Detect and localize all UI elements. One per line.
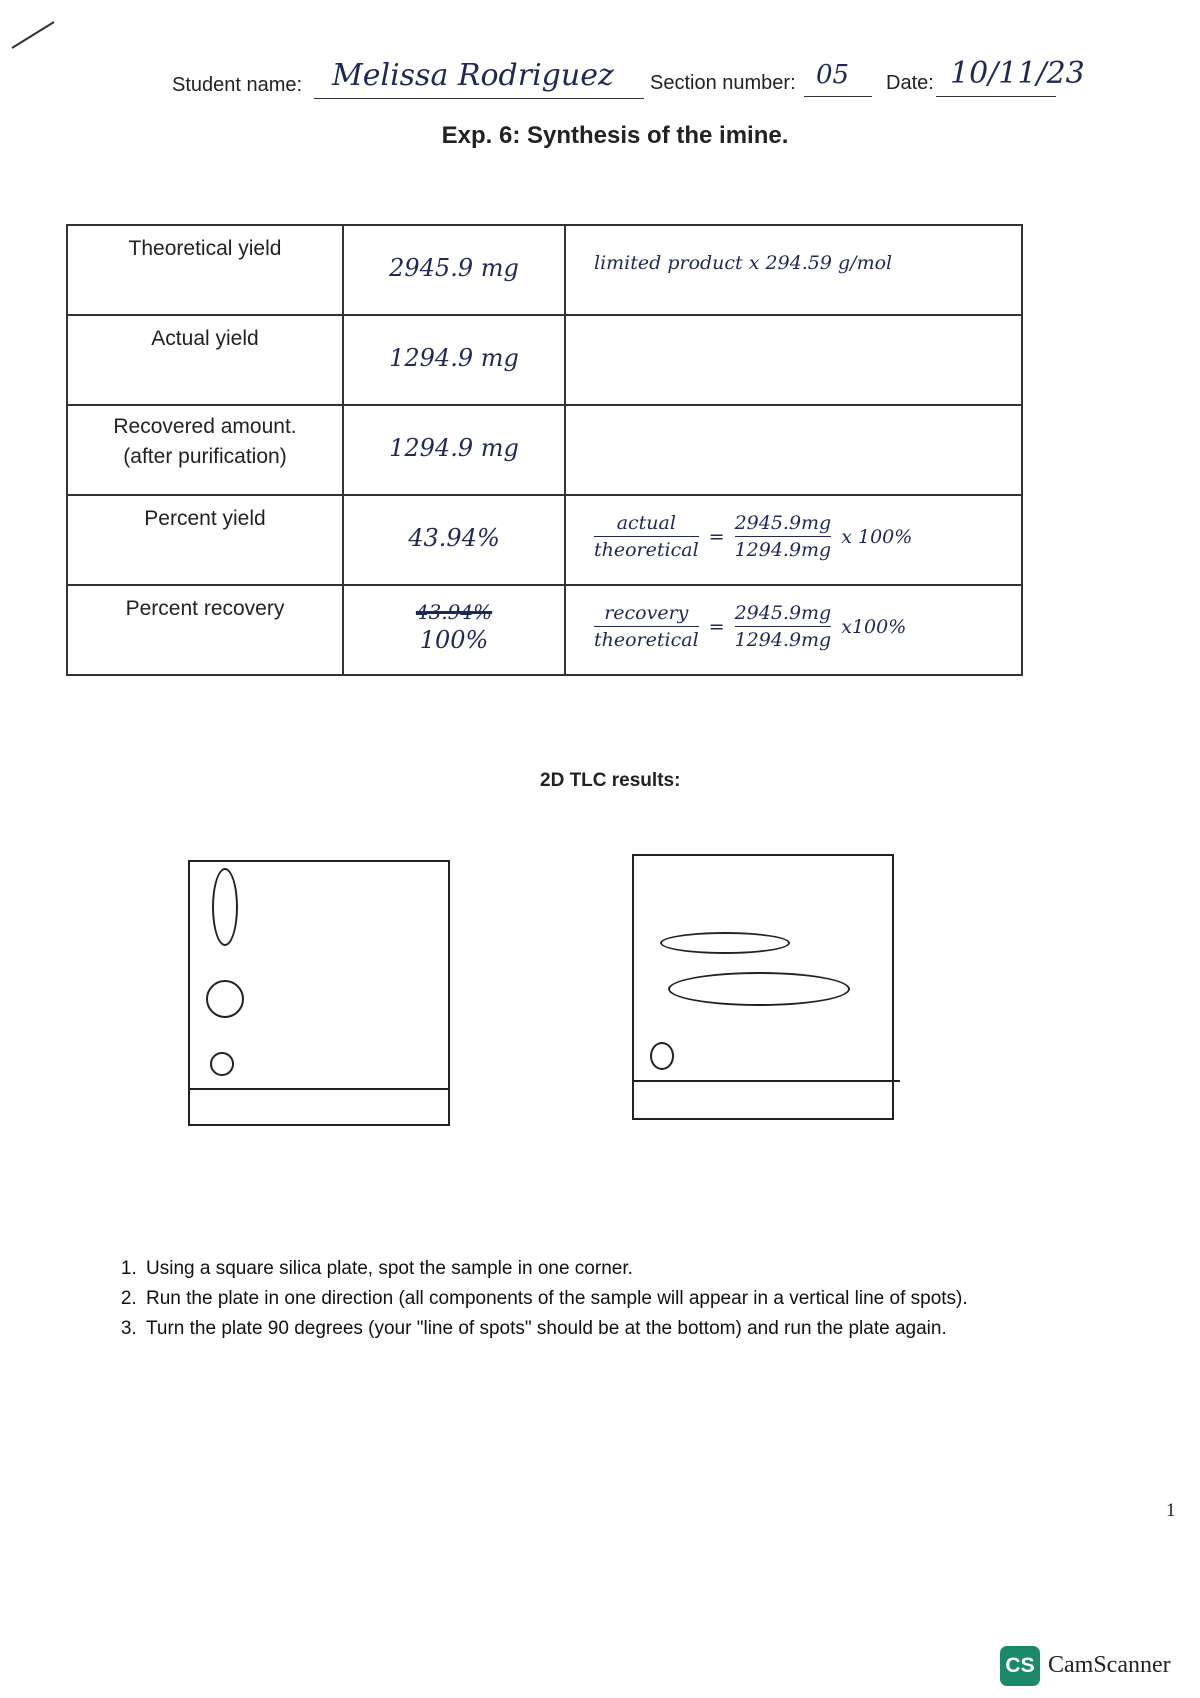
percent-recovery-label: Percent recovery bbox=[125, 597, 285, 620]
camscanner-logo-icon: CS bbox=[1000, 1646, 1040, 1686]
table-row bbox=[67, 495, 1022, 585]
theoretical-yield-label: Theoretical yield bbox=[128, 237, 282, 260]
theoretical-yield-calc: limited product x 294.59 g/mol bbox=[594, 252, 893, 274]
row-label-cell bbox=[67, 495, 343, 585]
fraction-denominator: 1294.9mg bbox=[734, 629, 832, 651]
fraction bbox=[594, 510, 699, 563]
pen-mark bbox=[8, 18, 58, 52]
page-number: 1 bbox=[1166, 1500, 1176, 1521]
actual-yield-label: Actual yield bbox=[151, 327, 259, 350]
theoretical-yield-value: 2945.9 mg bbox=[389, 254, 519, 282]
list-item: 3. Turn the plate 90 degrees (your "line of spots" should be at the bottom) and run the plate again. bbox=[142, 1314, 1200, 1344]
row-value-cell bbox=[343, 405, 565, 495]
tlc-spot bbox=[210, 1052, 234, 1076]
percent-recovery-struck-value: 43.94% bbox=[415, 600, 493, 624]
percent-yield-label: Percent yield bbox=[144, 507, 266, 530]
tlc-spot bbox=[668, 972, 850, 1006]
section-number-line bbox=[804, 60, 872, 97]
actual-yield-value: 1294.9 mg bbox=[389, 344, 519, 372]
row-calc-cell bbox=[565, 405, 1022, 495]
section-number-label: Section number: bbox=[650, 72, 796, 94]
row-calc-cell bbox=[565, 585, 1022, 675]
student-name-value: Melissa Rodriguez bbox=[332, 58, 614, 93]
percent-recovery-calc bbox=[566, 586, 1021, 653]
date-line bbox=[936, 56, 1085, 97]
tlc-heading: 2D TLC results: bbox=[540, 770, 681, 791]
calc-tail: x100% bbox=[841, 615, 907, 638]
fraction-denominator: theoretical bbox=[594, 629, 699, 651]
percent-yield-calc bbox=[566, 496, 1021, 563]
fraction bbox=[735, 600, 832, 653]
row-value-cell bbox=[343, 315, 565, 405]
row-label-cell bbox=[67, 225, 343, 315]
list-item: 1. Using a square silica plate, spot the sample in one corner. bbox=[142, 1254, 1200, 1284]
calc-tail: x 100% bbox=[841, 525, 913, 548]
percent-yield-value: 43.94% bbox=[408, 524, 500, 552]
recovered-amount-label-line1: Recovered amount. bbox=[113, 415, 297, 438]
tlc-spot bbox=[650, 1042, 674, 1070]
recovered-amount-label-line2: (after purification) bbox=[123, 445, 287, 468]
page-title: Exp. 6: Synthesis of the imine. bbox=[441, 122, 789, 149]
table-row bbox=[67, 315, 1022, 405]
fraction-numerator: 2945.9mg bbox=[735, 600, 832, 627]
camscanner-label: CamScanner bbox=[1048, 1652, 1171, 1678]
section-number-value: 05 bbox=[816, 60, 850, 90]
yield-table bbox=[66, 224, 1023, 676]
tlc-baseline bbox=[634, 1080, 900, 1082]
row-value-cell bbox=[343, 495, 565, 585]
fraction-numerator: recovery bbox=[594, 600, 699, 627]
tlc-plate-1 bbox=[188, 860, 450, 1126]
row-label-cell bbox=[67, 315, 343, 405]
equals-sign: = bbox=[708, 525, 725, 548]
row-calc-cell bbox=[565, 495, 1022, 585]
tlc-spot bbox=[212, 868, 238, 946]
tlc-spot bbox=[206, 980, 244, 1018]
table-row bbox=[67, 405, 1022, 495]
fraction-denominator: theoretical bbox=[594, 539, 699, 561]
row-label-cell bbox=[67, 405, 343, 495]
date-value: 10/11/23 bbox=[950, 56, 1085, 91]
row-label-cell bbox=[67, 585, 343, 675]
tlc-plate-2 bbox=[632, 854, 894, 1120]
table-row bbox=[67, 585, 1022, 675]
fraction-denominator: 1294.9mg bbox=[734, 539, 832, 561]
table-row bbox=[67, 225, 1022, 315]
row-calc-cell bbox=[565, 315, 1022, 405]
row-value-cell bbox=[343, 585, 565, 675]
fraction bbox=[594, 600, 699, 653]
recovered-amount-value: 1294.9 mg bbox=[389, 434, 519, 462]
percent-recovery-value: 100% bbox=[419, 626, 489, 654]
row-calc-cell bbox=[565, 225, 1022, 315]
fraction-numerator: actual bbox=[594, 510, 699, 537]
student-name-line bbox=[314, 58, 644, 99]
tlc-baseline bbox=[190, 1088, 448, 1090]
list-item: 2. Run the plate in one direction (all components of the sample will appear in a vertical line of spots). bbox=[142, 1284, 1200, 1314]
fraction-numerator: 2945.9mg bbox=[735, 510, 832, 537]
instruction-list bbox=[98, 1254, 1200, 1344]
date-label: Date: bbox=[886, 72, 934, 94]
equals-sign: = bbox=[708, 615, 725, 638]
fraction bbox=[735, 510, 832, 563]
tlc-spot bbox=[660, 932, 790, 954]
recovered-amount-label bbox=[68, 412, 342, 472]
row-value-cell bbox=[343, 225, 565, 315]
student-name-label: Student name: bbox=[172, 74, 303, 96]
